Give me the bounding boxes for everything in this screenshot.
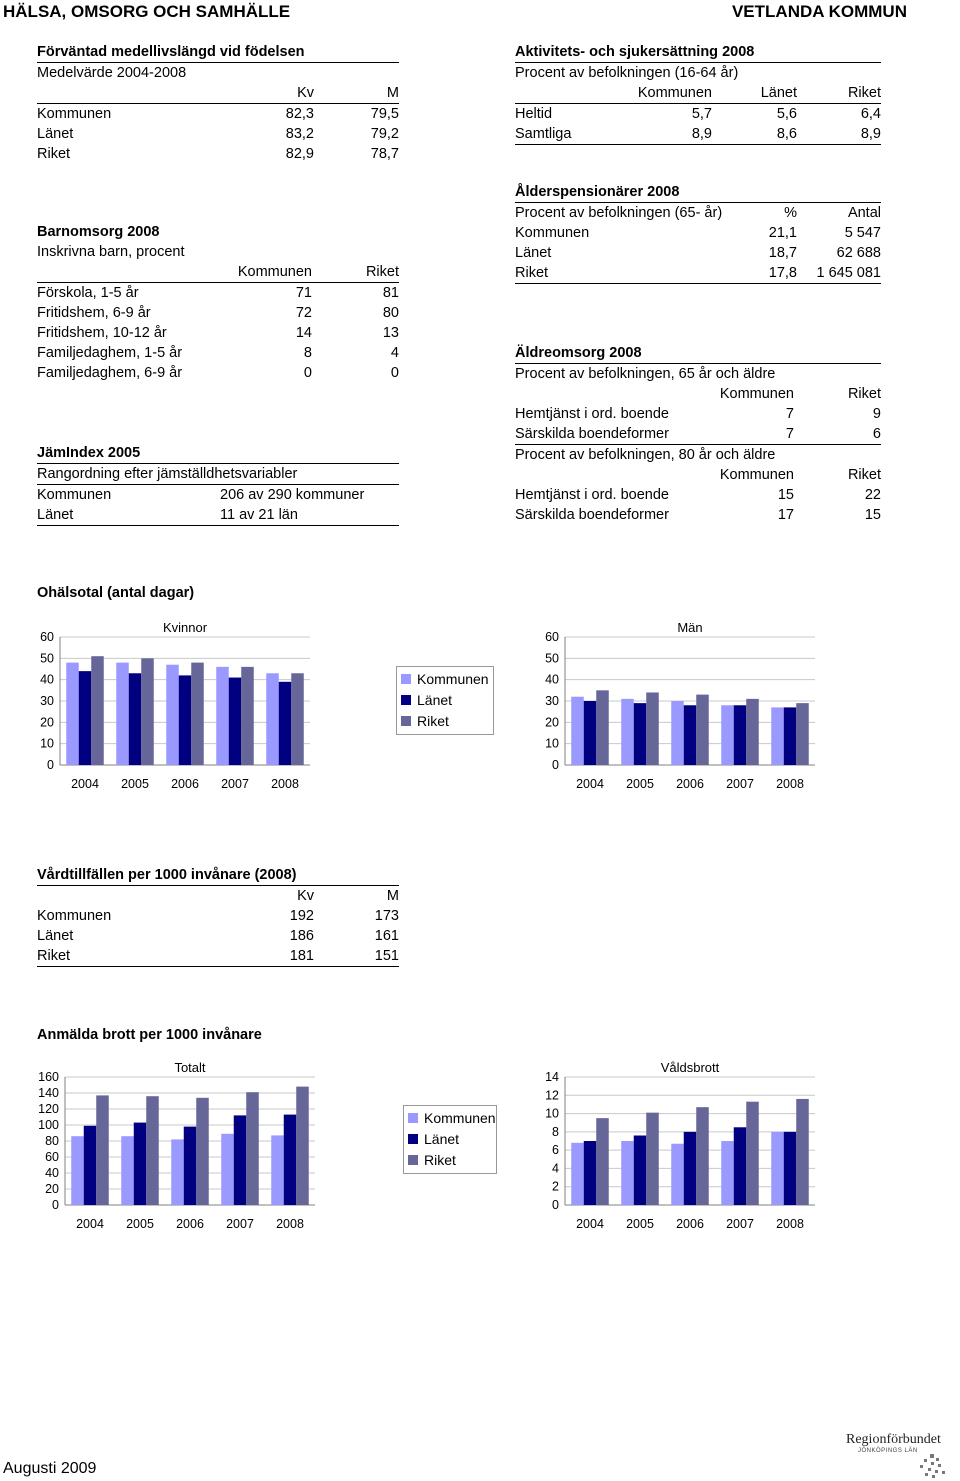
cell: 79,5: [370, 106, 399, 122]
bar: [79, 671, 92, 765]
cell: 5 547: [844, 225, 881, 241]
legend-ohalsotal: [396, 666, 494, 735]
y-tick-label: 20: [545, 715, 559, 730]
y-tick-label: 20: [40, 715, 54, 730]
column-header: Riket: [847, 386, 881, 402]
y-tick-label: 0: [52, 1198, 59, 1212]
eldercare-table-80: [515, 465, 881, 525]
table-row: [515, 104, 881, 125]
cell: 5,7: [691, 106, 712, 122]
bar: [146, 1096, 159, 1205]
legend-item: Kommunen: [408, 1108, 492, 1129]
bar: [266, 673, 279, 765]
column-header: Länet: [712, 83, 797, 104]
y-tick-label: 30: [40, 694, 54, 708]
table-header-row: [37, 83, 399, 104]
column-header: Riket: [847, 467, 881, 483]
y-tick-label: 40: [545, 672, 559, 687]
y-tick-label: 14: [545, 1070, 559, 1084]
care-block: [37, 865, 399, 967]
bar: [129, 673, 142, 765]
bar: [284, 1115, 297, 1205]
x-tick-label: 2005: [121, 777, 149, 791]
row-label: Riket: [515, 263, 737, 284]
bar: [216, 667, 229, 765]
row-label: Särskilda boendeformer: [515, 424, 704, 445]
life-expectancy-block: [37, 42, 399, 164]
activity-title: Aktivitets- och sjukersättning 2008: [515, 42, 881, 63]
cell: 192: [289, 908, 314, 924]
footer-date: Augusti 2009: [3, 1460, 97, 1477]
y-tick-label: 60: [545, 630, 559, 644]
y-tick-label: 60: [45, 1150, 59, 1164]
bar: [196, 1098, 209, 1205]
y-tick-label: 10: [40, 736, 54, 751]
eldercare-sub2: Procent av befolkningen, 80 år och äldre: [515, 447, 776, 463]
x-tick-label: 2005: [126, 1217, 154, 1231]
cell: 173: [374, 908, 399, 924]
table-header-row: [515, 203, 881, 223]
regionforbundet-logo: [846, 1432, 956, 1454]
row-label: Familjedaghem, 6-9 år: [37, 365, 183, 381]
bar: [571, 697, 584, 765]
bar: [634, 703, 647, 765]
chart-totalt: [30, 1055, 350, 1240]
bar: [684, 1132, 697, 1205]
cell: 17,8: [737, 263, 797, 284]
y-tick-label: 50: [40, 651, 54, 666]
table-row: [37, 926, 399, 946]
y-tick-label: 10: [545, 1106, 559, 1121]
table-row: [37, 104, 399, 125]
bar: [671, 1144, 684, 1205]
bar: [229, 678, 242, 765]
table-row: [37, 485, 399, 505]
table-row: [515, 485, 881, 505]
cell: 82,9: [285, 146, 314, 162]
cell: 6: [794, 424, 881, 445]
bar: [771, 1132, 784, 1205]
x-tick-label: 2006: [676, 1217, 704, 1231]
bar: [241, 667, 254, 765]
row-label: Länet: [515, 245, 552, 261]
bar: [721, 705, 734, 765]
bar: [596, 690, 609, 765]
x-tick-label: 2008: [271, 777, 299, 791]
row-label: Länet: [37, 928, 74, 944]
cell: 7: [704, 424, 794, 445]
row-label: Kommunen: [37, 487, 112, 503]
table-header-row: [515, 83, 881, 104]
cell: 7: [785, 406, 794, 422]
bar: [784, 1132, 797, 1205]
cell: 78,7: [370, 146, 399, 162]
legend-item: Länet: [408, 1129, 492, 1150]
cell: 62 688: [836, 245, 881, 261]
bar: [179, 675, 192, 765]
y-tick-label: 120: [38, 1102, 59, 1116]
y-tick-label: 30: [545, 694, 559, 708]
chart-title: Totalt: [174, 1060, 206, 1075]
bar: [291, 673, 304, 765]
chart-title: Våldsbrott: [660, 1060, 720, 1075]
table-header-row: [515, 384, 881, 404]
legend-item: Riket: [401, 711, 489, 732]
care-title: Vårdtillfällen per 1000 invånare (2008): [37, 865, 399, 886]
y-tick-label: 0: [552, 1198, 559, 1212]
bar: [141, 658, 154, 765]
life-title: Förväntad medellivslängd vid födelsen: [37, 42, 399, 63]
table-row: [37, 343, 399, 363]
cell: 8: [303, 345, 312, 361]
bar: [696, 1107, 709, 1205]
bar: [234, 1115, 247, 1205]
legend-swatch: [401, 674, 411, 684]
x-tick-label: 2005: [626, 1217, 654, 1231]
table-row: [515, 243, 881, 263]
bar: [721, 1141, 734, 1205]
row-label: Förskola, 1-5 år: [37, 285, 139, 301]
y-tick-label: 0: [552, 758, 559, 772]
row-label: Särskilda boendeformer: [515, 507, 669, 523]
y-tick-label: 160: [38, 1070, 59, 1084]
cell: 161: [374, 928, 399, 944]
life-table: [37, 83, 399, 164]
chart-kvinnor: [30, 615, 350, 800]
y-tick-label: 2: [552, 1179, 559, 1194]
cell: 4: [390, 345, 399, 361]
life-subtitle: Medelvärde 2004-2008: [37, 65, 187, 81]
table-row: [37, 906, 399, 926]
ohalsotal-title: Ohälsotal (antal dagar): [37, 585, 195, 601]
pension-title: Ålderspensionärer 2008: [515, 182, 881, 203]
table-row: [515, 124, 881, 145]
table-row: [515, 223, 881, 243]
x-tick-label: 2007: [726, 1217, 754, 1231]
cell: 15: [864, 507, 881, 523]
y-tick-label: 0: [47, 758, 54, 772]
bar: [121, 1136, 134, 1205]
cell: 79,2: [370, 126, 399, 142]
eldercare-block: [515, 343, 881, 525]
y-tick-label: 20: [45, 1182, 59, 1196]
x-tick-label: 2007: [726, 777, 754, 791]
cell: 21,1: [768, 225, 797, 241]
bar: [184, 1127, 197, 1205]
cell: 71: [295, 285, 312, 301]
x-tick-label: 2008: [776, 1217, 804, 1231]
logo-mark-icon: [916, 1454, 956, 1480]
bar: [784, 707, 797, 765]
table-row: [515, 263, 881, 284]
bar: [746, 699, 759, 765]
legend-brott: [403, 1105, 497, 1174]
bar: [596, 1118, 609, 1205]
table-row: [37, 505, 399, 526]
column-header: Antal: [847, 205, 881, 221]
bar: [646, 692, 659, 765]
pension-subtitle: Procent av befolkningen (65- år): [515, 205, 723, 221]
bar: [116, 663, 129, 765]
page-header-right: VETLANDA KOMMUN: [731, 2, 907, 21]
cell: 1 645 081: [797, 263, 881, 284]
x-tick-label: 2008: [776, 777, 804, 791]
bar: [684, 705, 697, 765]
table-header-row: [37, 886, 399, 906]
cell: 6,4: [860, 106, 881, 122]
legend-swatch: [408, 1134, 418, 1144]
x-tick-label: 2004: [576, 777, 604, 791]
row-label: Kommunen: [37, 106, 112, 122]
childcare-title: Barnomsorg 2008: [37, 224, 160, 240]
jamindex-title: JämIndex 2005: [37, 445, 141, 461]
bar: [771, 707, 784, 765]
bar: [91, 656, 104, 765]
legend-swatch: [401, 695, 411, 705]
column-header: Kommunen: [719, 386, 794, 402]
column-header: Riket: [312, 262, 399, 283]
cell: 8,6: [712, 124, 797, 145]
bar: [221, 1134, 234, 1205]
cell: 14: [295, 325, 312, 341]
cell: 0: [390, 365, 399, 381]
jamindex-subtitle: Rangordning efter jämställdhetsvariabler: [37, 463, 399, 485]
row-label: Heltid: [515, 106, 553, 122]
bar: [271, 1135, 284, 1205]
y-tick-label: 140: [38, 1086, 59, 1100]
legend-item: Riket: [408, 1150, 492, 1171]
row-label: Länet: [37, 126, 74, 142]
table-row: [37, 283, 399, 304]
column-header: %: [784, 205, 797, 221]
cell: 181: [218, 946, 314, 967]
y-tick-label: 4: [552, 1161, 559, 1176]
table-row: [37, 946, 399, 967]
y-tick-label: 50: [545, 651, 559, 666]
jamindex-table: [37, 485, 399, 526]
bar: [621, 699, 634, 765]
column-header: Kommunen: [212, 262, 312, 283]
bar: [734, 1127, 747, 1205]
column-header: Kv: [218, 83, 314, 104]
bar: [746, 1102, 759, 1205]
care-table: [37, 886, 399, 967]
logo-text: Regionförbundet: [846, 1432, 941, 1447]
cell: 151: [314, 946, 399, 967]
bar: [66, 663, 79, 765]
cell: 81: [382, 285, 399, 301]
x-tick-label: 2007: [221, 777, 249, 791]
cell: 5,6: [776, 106, 797, 122]
childcare-table: [37, 262, 399, 383]
bar: [796, 1099, 809, 1205]
activity-table: [515, 83, 881, 145]
bar: [171, 1139, 184, 1205]
column-header: Kommunen: [719, 467, 794, 483]
cell: 82,3: [285, 106, 314, 122]
eldercare-title: Äldreomsorg 2008: [515, 343, 881, 364]
cell: 8,9: [797, 124, 881, 145]
pension-block: [515, 182, 881, 284]
cell: 206 av 290 kommuner: [220, 487, 365, 503]
x-tick-label: 2004: [576, 1217, 604, 1231]
cell: 186: [289, 928, 314, 944]
cell: 15: [777, 487, 794, 503]
crime-title: Anmälda brott per 1000 invånare: [37, 1027, 262, 1043]
x-tick-label: 2006: [171, 777, 199, 791]
column-header: M: [386, 888, 399, 904]
bar: [671, 701, 684, 765]
y-tick-label: 12: [545, 1088, 559, 1103]
table-row: [515, 424, 881, 445]
bar: [571, 1143, 584, 1205]
x-tick-label: 2006: [176, 1217, 204, 1231]
table-row: [37, 363, 399, 383]
cell: 17: [777, 507, 794, 523]
legend-swatch: [408, 1155, 418, 1165]
column-header: Riket: [797, 83, 881, 104]
legend-swatch: [408, 1113, 418, 1123]
bar: [71, 1136, 84, 1205]
bar: [191, 663, 204, 765]
table-row: [37, 144, 399, 164]
jamindex-block: [37, 443, 399, 526]
legend-item: Länet: [401, 690, 489, 711]
cell: 0: [303, 365, 312, 381]
activity-block: [515, 42, 881, 145]
row-label: Samtliga: [515, 124, 622, 145]
cell: 80: [382, 305, 399, 321]
bar: [584, 1141, 597, 1205]
x-tick-label: 2006: [676, 777, 704, 791]
column-header: Kommunen: [622, 83, 712, 104]
table-row: [515, 404, 881, 424]
chart-title: Kvinnor: [162, 620, 208, 635]
cell: 8,9: [622, 124, 712, 145]
logo-subtext: JÖNKÖPINGS LÄN: [858, 1448, 918, 1454]
bar: [584, 701, 597, 765]
bar: [621, 1141, 634, 1205]
table-row: [37, 323, 399, 343]
chart-title: Män: [677, 620, 703, 635]
column-header: Kv: [297, 888, 314, 904]
childcare-subtitle: Inskrivna barn, procent: [37, 244, 185, 260]
bar: [296, 1087, 309, 1205]
x-tick-label: 2007: [226, 1217, 254, 1231]
row-label: Riket: [37, 946, 218, 967]
bar: [734, 705, 747, 765]
y-tick-label: 60: [40, 630, 54, 644]
row-label: Riket: [37, 146, 71, 162]
eldercare-sub1: Procent av befolkningen, 65 år och äldre: [515, 366, 776, 382]
pension-table: [515, 203, 881, 284]
page-header-left: HÄLSA, OMSORG OCH SAMHÄLLE: [3, 2, 291, 21]
row-label: Fritidshem, 10-12 år: [37, 325, 167, 341]
y-tick-label: 6: [552, 1143, 559, 1158]
bar: [646, 1113, 659, 1205]
row-label: Fritidshem, 6-9 år: [37, 305, 151, 321]
cell: 83,2: [285, 126, 314, 142]
bar: [134, 1123, 147, 1205]
childcare-block: [37, 222, 399, 383]
activity-subtitle: Procent av befolkningen (16-64 år): [515, 65, 739, 81]
table-row: [37, 303, 399, 323]
y-tick-label: 40: [40, 672, 54, 687]
y-tick-label: 100: [38, 1118, 59, 1132]
bar: [96, 1095, 109, 1205]
y-tick-label: 10: [545, 736, 559, 751]
chart-man: [535, 615, 855, 800]
chart-valdsbrott: [535, 1055, 855, 1240]
y-tick-label: 8: [552, 1124, 559, 1139]
bar: [84, 1126, 97, 1205]
cell: 72: [295, 305, 312, 321]
table-header-row: [37, 262, 399, 283]
x-tick-label: 2005: [626, 777, 654, 791]
x-tick-label: 2004: [76, 1217, 104, 1231]
bar: [634, 1136, 647, 1205]
x-tick-label: 2004: [71, 777, 99, 791]
bar: [246, 1092, 259, 1205]
row-label: Familjedaghem, 1-5 år: [37, 345, 183, 361]
bar: [696, 695, 709, 765]
legend-swatch: [401, 716, 411, 726]
row-label: Länet: [37, 505, 220, 526]
cell: 22: [864, 487, 881, 503]
table-header-row: [515, 465, 881, 485]
row-label: Hemtjänst i ord. boende: [515, 487, 669, 503]
legend-item: Kommunen: [401, 669, 489, 690]
cell: 9: [872, 406, 881, 422]
eldercare-table-65: [515, 384, 881, 445]
bar: [279, 682, 292, 765]
cell: 18,7: [768, 245, 797, 261]
column-header: M: [314, 83, 399, 104]
table-row: [515, 505, 881, 525]
row-label: Kommunen: [37, 908, 112, 924]
bar: [166, 665, 179, 765]
row-label: Hemtjänst i ord. boende: [515, 406, 669, 422]
x-tick-label: 2008: [276, 1217, 304, 1231]
cell: 11 av 21 län: [220, 505, 399, 526]
y-tick-label: 40: [45, 1166, 59, 1180]
cell: 13: [382, 325, 399, 341]
bar: [796, 703, 809, 765]
table-row: [37, 124, 399, 144]
y-tick-label: 80: [45, 1134, 59, 1148]
row-label: Kommunen: [515, 225, 590, 241]
